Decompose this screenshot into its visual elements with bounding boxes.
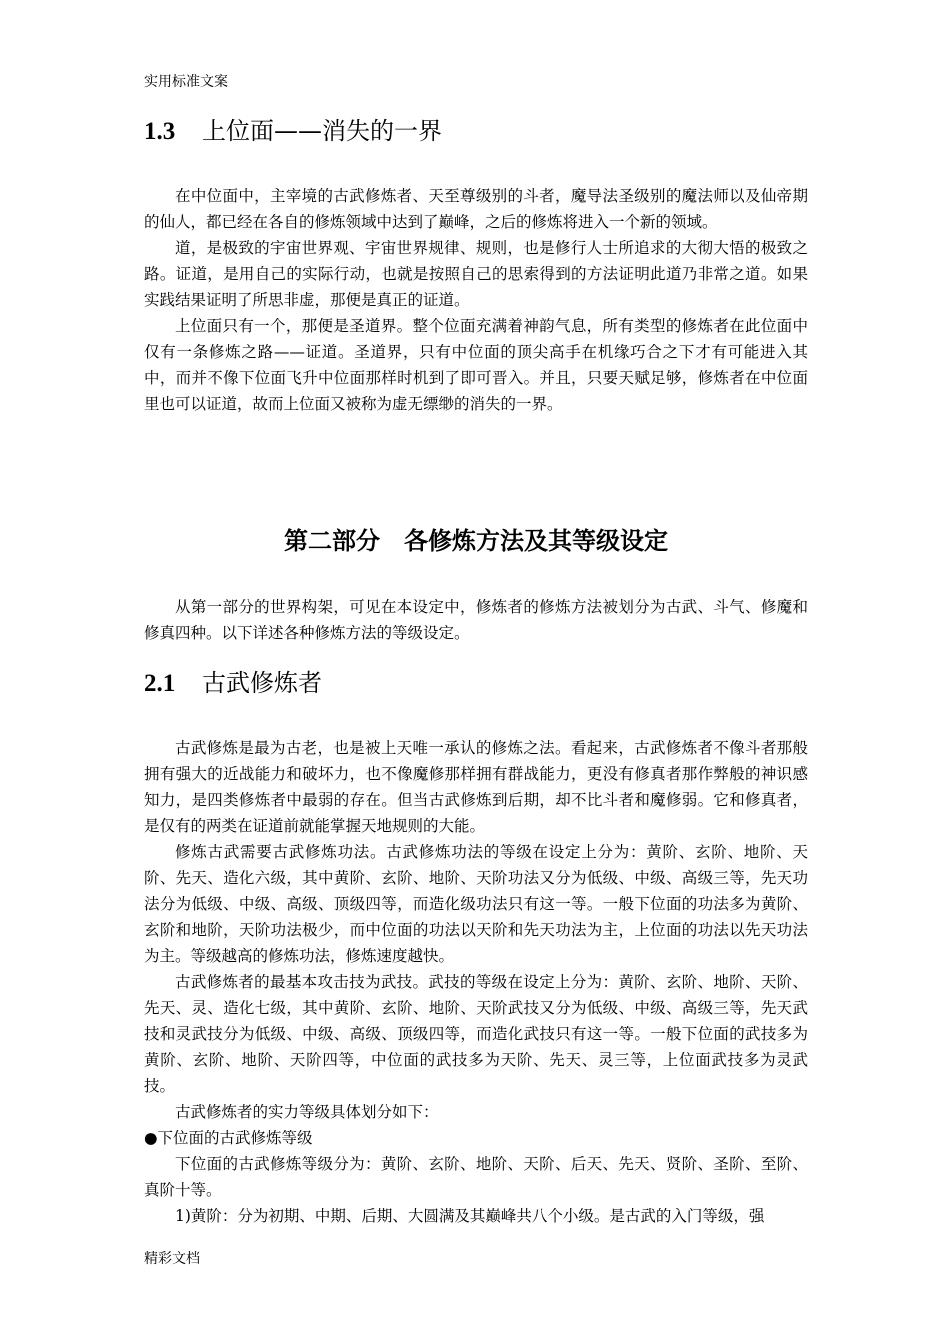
section-number: 2.1 xyxy=(144,670,176,697)
paragraph: 1)黄阶：分为初期、中期、后期、大圆满及其巅峰共八个小级。是古武的入门等级，强 xyxy=(175,1207,765,1225)
paragraph: 古武修炼者的最基本攻击技为武技。武技的等级在设定上分为：黄阶、玄阶、地阶、天阶、先天、灵、造化七级，其中黄阶、玄阶、地阶、天阶武技又分为低级、中级、高级三等，先天武技和灵武技分为低级、中级、高级、顶级四等，而造化武技只有这一等。一般下位面的武技多为黄阶、玄阶、地阶、天阶四等，中位面的武技多为天阶、先天、灵三等，上位面武技多为灵武技。 xyxy=(144,973,808,1095)
section-title: 上位面——消失的一界 xyxy=(202,117,442,145)
section-heading-2-1 xyxy=(144,666,322,701)
page-footer: 精彩文档 xyxy=(144,1251,200,1267)
section-heading-1-3 xyxy=(144,114,442,149)
bullet-heading: ●下位面的古武修炼等级 xyxy=(144,1129,313,1147)
section-2-1-body xyxy=(144,735,808,1229)
paragraph: 古武修炼者的实力等级具体划分如下： xyxy=(175,1103,439,1121)
part-two-intro xyxy=(144,594,808,646)
paragraph: 道，是极致的宇宙世界观、宇宙世界规律、规则，也是修行人士所追求的大彻大悟的极致之路。证道，是用自己的实际行动，也就是按照自己的思索得到的方法证明此道乃非常之道。如果实践结果证明了所思非虚，那便是真正的证道。 xyxy=(144,239,808,309)
paragraph: 修炼古武需要古武修炼功法。古武修炼功法的等级在设定上分为：黄阶、玄阶、地阶、天阶、先天、造化六级，其中黄阶、玄阶、地阶、天阶功法又分为低级、中级、高级三等，先天功法分为低级、中级、高级、顶级四等，而造化级功法只有这一等。一般下位面的功法多为黄阶、玄阶和地阶，天阶功法极少，而中位面的功法以天阶和先天功法为主，上位面的功法以先天功法为主。等级越高的修炼功法，修炼速度越快。 xyxy=(144,843,808,965)
section-1-3-body xyxy=(144,183,808,417)
paragraph: 从第一部分的世界构架，可见在本设定中，修炼者的修炼方法被划分为古武、斗气、修魔和修真四种。以下详述各种修炼方法的等级设定。 xyxy=(144,598,808,642)
section-number: 1.3 xyxy=(144,118,176,145)
paragraph: 上位面只有一个，那便是圣道界。整个位面充满着神韵气息，所有类型的修炼者在此位面中仅有一条修炼之路——证道。圣道界，只有中位面的顶尖高手在机缘巧合之下才有可能进入其中，而并不像下位面飞升中位面那样时机到了即可晋入。并且，只要天赋足够，修炼者在中位面里也可以证道，故而上位面又被称为虚无缥缈的消失的一界。 xyxy=(144,317,808,413)
paragraph: 古武修炼是最为古老，也是被上天唯一承认的修炼之法。看起来，古武修炼者不像斗者那般拥有强大的近战能力和破坏力，也不像魔修那样拥有群战能力，更没有修真者那作弊般的神识感知力，是四类修炼者中最弱的存在。但当古武修炼到后期，却不比斗者和魔修弱。它和修真者，是仅有的两类在证道前就能掌握天地规则的大能。 xyxy=(144,739,808,835)
paragraph: 在中位面中，主宰境的古武修炼者、天至尊级别的斗者，魔导法圣级别的魔法师以及仙帝期的仙人，都已经在各自的修炼领域中达到了巅峰，之后的修炼将进入一个新的领域。 xyxy=(144,187,808,231)
part-two-title: 第二部分 各修炼方法及其等级设定 xyxy=(284,527,668,555)
page-header: 实用标准文案 xyxy=(144,74,228,90)
section-title: 古武修炼者 xyxy=(202,669,322,697)
paragraph: 下位面的古武修炼等级分为：黄阶、玄阶、地阶、天阶、后天、先天、贤阶、圣阶、至阶、真阶十等。 xyxy=(144,1155,808,1199)
